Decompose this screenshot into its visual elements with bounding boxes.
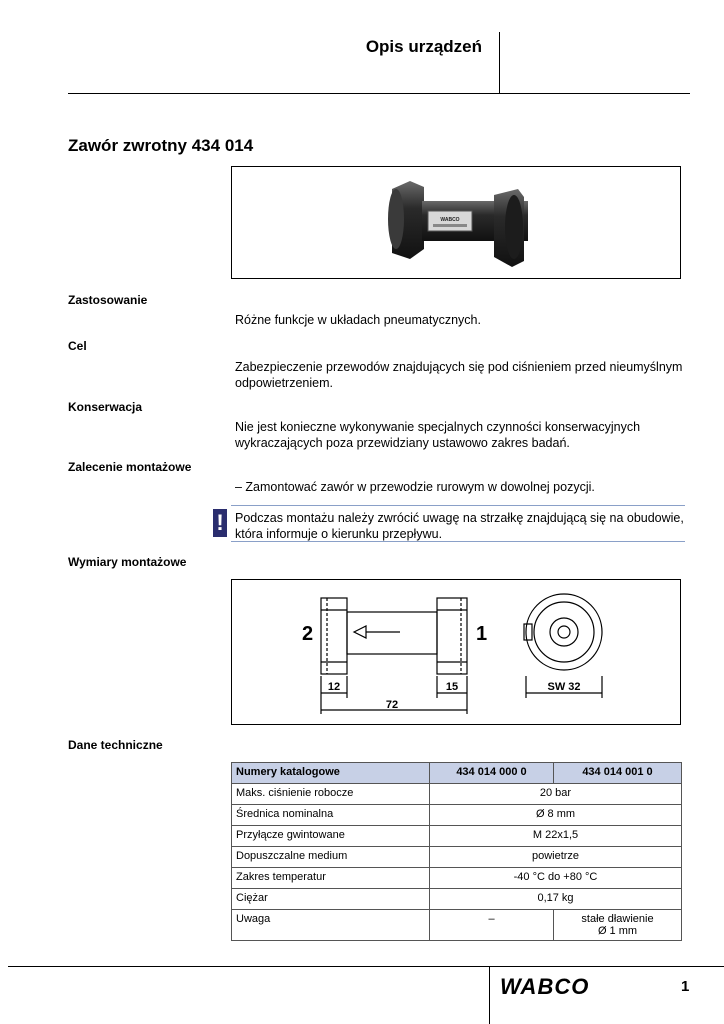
- section-label-technical-data: Dane techniczne: [68, 738, 163, 752]
- note-text: Podczas montażu należy zwrócić uwagę na strzałkę znajdującą się na obudowie, która informuje o kierunku przepływu.: [235, 511, 684, 541]
- table-header-cell: 434 014 001 0: [554, 763, 682, 784]
- table-header-cell: Numery katalogowe: [232, 763, 430, 784]
- port-label-2: 2: [302, 623, 314, 645]
- table-cell-name: Dopuszczalne medium: [232, 847, 430, 868]
- table-cell-value: 0,17 kg: [430, 889, 682, 910]
- table-header-cell: 434 014 000 0: [430, 763, 554, 784]
- dim-label-sw32: SW 32: [547, 681, 581, 693]
- dimension-drawing-svg: [232, 580, 680, 724]
- note-bottom-rule: [231, 541, 685, 542]
- footer-divider-horizontal: [8, 966, 724, 967]
- header-divider-vertical: [499, 32, 500, 94]
- table-cell-value: M 22x1,5: [430, 826, 682, 847]
- section-label-purpose: Cel: [68, 339, 87, 353]
- photo-plate-text: WABCO: [440, 217, 460, 223]
- warning-icon: !: [213, 509, 227, 537]
- header-title: Opis urządzeń: [365, 37, 482, 56]
- table-cell-value: [554, 910, 682, 941]
- product-photo: [231, 166, 681, 279]
- port-label-1: 1: [476, 623, 488, 645]
- table-row: [232, 826, 682, 847]
- table-cell-value: -40 °C do +80 °C: [430, 868, 682, 889]
- table-cell-value: –: [430, 910, 554, 941]
- dim-label-15: 15: [445, 681, 459, 693]
- table-header-row: [232, 763, 682, 784]
- footer-divider-vertical: [489, 966, 490, 1024]
- table-cell-name: Średnica nominalna: [232, 805, 430, 826]
- section-label-maintenance: Konserwacja: [68, 400, 143, 414]
- table-cell-name: Maks. ciśnienie robocze: [232, 784, 430, 805]
- section-text-application: Różne funkcje w układach pneumatycznych.: [235, 313, 481, 327]
- table-row: [232, 784, 682, 805]
- table-row: [232, 889, 682, 910]
- table-row: [232, 805, 682, 826]
- table-cell-name: Zakres temperatur: [232, 868, 430, 889]
- section-label-installation: Zalecenie montażowe: [68, 460, 192, 474]
- table-cell-name: Ciężar: [232, 889, 430, 910]
- page-number: 1: [681, 978, 690, 995]
- wabco-logo: WABCO: [500, 974, 590, 999]
- valve-photo-illustration: [232, 167, 680, 278]
- section-label-dimensions: Wymiary montażowe: [68, 555, 187, 569]
- document-title: Zawór zwrotny 434 014: [68, 136, 254, 155]
- table-cell-value: powietrze: [430, 847, 682, 868]
- table-cell-line: stałe dławienie: [581, 913, 654, 925]
- table-row: [232, 868, 682, 889]
- technical-data-table: [231, 762, 682, 941]
- table-cell-value: 20 bar: [430, 784, 682, 805]
- section-text-maintenance: Nie jest konieczne wykonywanie specjalnych czynności konserwacyjnych wykraczających poza przewidziany ustawowo zakres badań.: [235, 420, 641, 450]
- section-text-purpose: Zabezpieczenie przewodów znajdujących się pod ciśnieniem przed nieumyślnym odpowietrzeniem.: [235, 360, 683, 390]
- dimension-drawing: [231, 579, 681, 725]
- note-top-rule: [231, 505, 685, 506]
- table-cell-line: Ø 1 mm: [597, 925, 638, 937]
- header-divider-horizontal: [68, 93, 690, 94]
- table-row: [232, 910, 682, 941]
- dim-label-12: 12: [327, 681, 341, 693]
- section-label-application: Zastosowanie: [68, 293, 148, 307]
- table-cell-value: Ø 8 mm: [430, 805, 682, 826]
- table-cell-name: Uwaga: [232, 910, 430, 941]
- dim-label-72: 72: [385, 699, 399, 711]
- section-text-installation: – Zamontować zawór w przewodzie rurowym w dowolnej pozycji.: [235, 480, 595, 494]
- table-row: [232, 847, 682, 868]
- table-cell-name: Przyłącze gwintowane: [232, 826, 430, 847]
